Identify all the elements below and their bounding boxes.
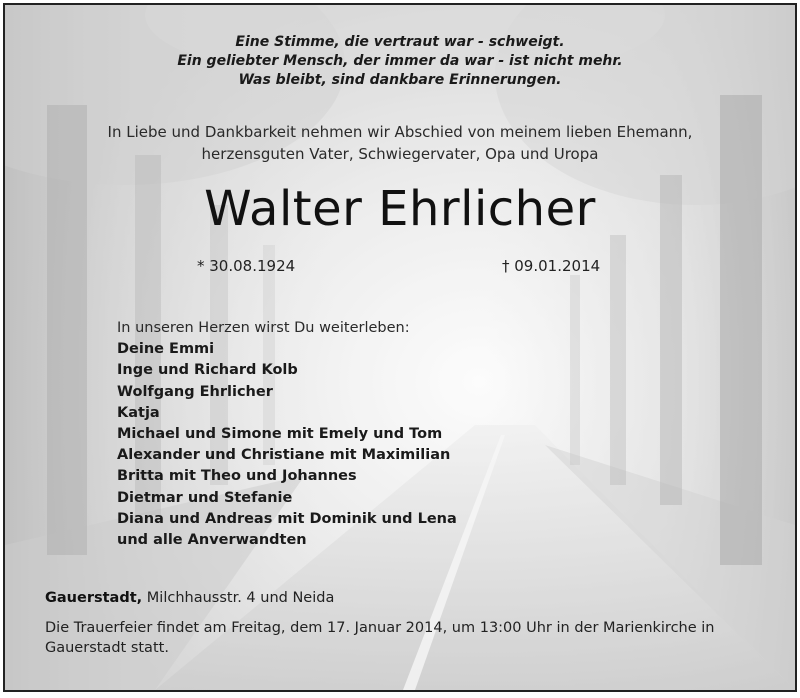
death-date: † 09.01.2014 [502, 257, 601, 275]
mourner-name: Inge und Richard Kolb [117, 362, 298, 379]
mourner-name: Dietmar und Stefanie [117, 489, 293, 506]
address-street: Milchhausstr. 4 und Neida [146, 590, 335, 606]
obituary-notice [3, 3, 797, 692]
mourner-name: Deine Emmi [117, 341, 215, 358]
mourners-section [117, 318, 457, 551]
birth-date: * 30.08.1924 [197, 257, 296, 275]
poem-line: Ein geliebter Mensch, der immer da war - ist nicht mehr. [177, 53, 623, 69]
poem-line: Eine Stimme, die vertraut war - schweigt. [235, 34, 565, 50]
intro-line: In Liebe und Dankbarkeit nehmen wir Abschied von meinem lieben Ehemann, [107, 123, 693, 141]
funeral-line: Die Trauerfeier findet am Freitag, dem 17. Januar 2014, um 13:00 Uhr in der Marienkirche in [45, 620, 715, 636]
mourner-name: Alexander und Christiane mit Maximilian [117, 447, 451, 464]
funeral-info [45, 618, 775, 658]
mourner-name: Michael und Simone mit Emely und Tom [117, 426, 443, 443]
family-address [45, 588, 334, 608]
memorial-poem [5, 33, 795, 90]
mourners-list [117, 339, 457, 551]
notice-content [5, 5, 795, 690]
farewell-intro [5, 121, 795, 165]
mourners-lead: In unseren Herzen wirst Du weiterleben: [117, 320, 410, 336]
mourner-name: und alle Anverwandten [117, 532, 307, 549]
poem-line: Was bleibt, sind dankbare Erinnerungen. [238, 72, 562, 88]
address-town: Gauerstadt, [45, 590, 143, 606]
deceased-name: Walter Ehrlicher [204, 181, 596, 237]
mourner-name: Britta mit Theo und Johannes [117, 468, 357, 485]
intro-line: herzensguten Vater, Schwiegervater, Opa und Uropa [201, 145, 599, 163]
mourner-name: Katja [117, 404, 160, 421]
mourner-name: Wolfgang Ehrlicher [117, 383, 273, 400]
funeral-line: Gauerstadt statt. [45, 640, 169, 656]
mourner-name: Diana und Andreas mit Dominik und Lena [117, 510, 457, 527]
